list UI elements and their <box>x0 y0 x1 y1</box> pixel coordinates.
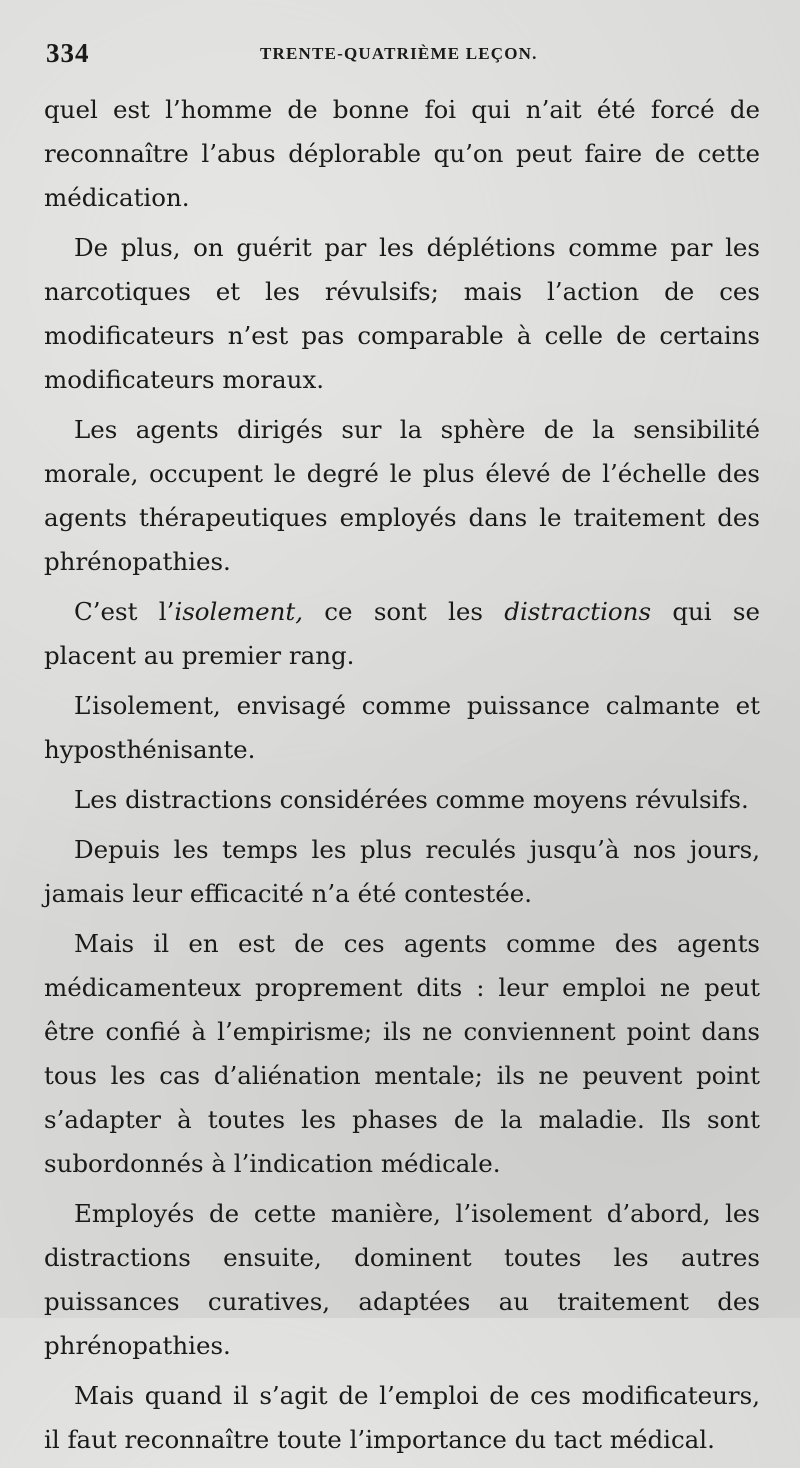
paragraph-text: C’est l’ <box>74 597 175 626</box>
paragraph: Mais quand il s’agit de l’emploi de ces modificateurs, il faut reconnaître toute l’importance du tact médical. <box>44 1381 760 1454</box>
page-number: 334 <box>46 38 90 68</box>
emphasis-distractions: distractions <box>504 597 652 626</box>
paragraph-text: qui se placent au premier rang. <box>44 597 760 670</box>
page-header <box>46 38 760 72</box>
paragraph: De plus, on guérit par les déplétions comme par les narcotiques et les révulsifs; mais l’action de ces modificateurs n’est pas comparable à celle de certains modificateurs moraux. <box>44 233 760 394</box>
paragraph-text: ce sont les <box>303 597 505 626</box>
paragraph: Les distractions considérées comme moyens révulsifs. <box>74 785 749 814</box>
running-head: TRENTE-QUATRIÈME LEÇON. <box>260 44 538 63</box>
paragraph: quel est l’homme de bonne foi qui n’ait été forcé de reconnaître l’abus déplorable qu’on peut faire de cette médication. <box>44 95 760 212</box>
paragraph: Les agents dirigés sur la sphère de la sensibilité morale, occupent le degré le plus élevé de l’échelle des agents thérapeutiques employés dans le traitement des phrénopathies. <box>44 415 760 576</box>
paragraph: Employés de cette manière, l’isolement d’abord, les distractions ensuite, dominent toutes les autres puissances curatives, adaptées au traitement des phrénopathies. <box>44 1199 760 1360</box>
paragraph: Mais il en est de ces agents comme des agents médicamenteux proprement dits : leur emploi ne peut être confié à l’empirisme; ils ne conviennent point dans tous les cas d’aliénation mentale; ils ne peuvent point s’adapter à toutes les phases de la maladie. Ils sont subordonnés à l’indication médicale. <box>44 929 760 1178</box>
paragraph: L’isolement, envisagé comme puissance calmante et hyposthénisante. <box>44 691 760 764</box>
page-body <box>44 88 760 1468</box>
paragraph: Depuis les temps les plus reculés jusqu’à nos jours, jamais leur efficacité n’a été contestée. <box>44 835 760 908</box>
paragraph <box>44 590 760 678</box>
emphasis-isolement: isolement, <box>174 597 304 626</box>
